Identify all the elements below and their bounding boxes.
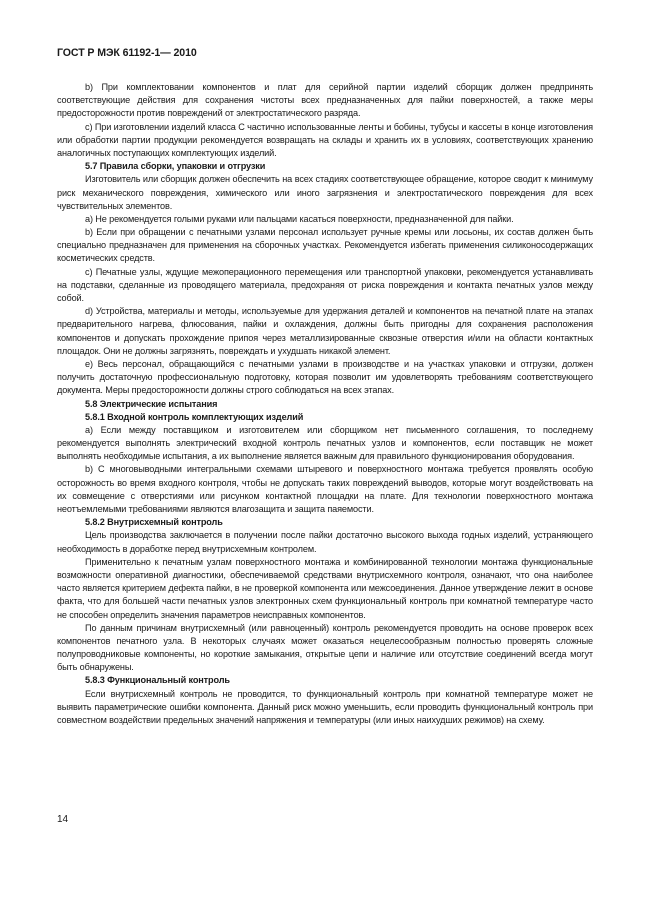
body-paragraph: a) Если между поставщиком и изготовителем или сборщиком нет письменного соглашения, то последнему рекомендуется выполнять электрический входной контроль печатных узлов и компонентов, если поставщик не может выполнять необходимые испытания, а их выполнение является важным для правильного функционирования оборудования. <box>57 424 593 462</box>
section-heading: 5.8 Электрические испытания <box>85 398 218 409</box>
page-number: 14 <box>57 814 69 825</box>
body-paragraph: b) С многовыводными интегральными схемами штыревого и поверхностного монтажа требуется проявлять особую осторожность во время входного контроля, чтобы не допускать таких повреждений выводов, которые могут воздействовать на их совмещение с отверстиями или рисунком контактной площадки на плате. Для технологии поверхностного монтажа неотъемлемыми требованиями являются влагозащита и защита паяемости. <box>57 464 593 514</box>
body-paragraph: Если внутрисхемный контроль не проводится, то функциональный контроль при комнатной температуре может не выявить параметрические ошибки компонента. Данный риск можно уменьшить, если проводить функциональный контроль при совместном воздействии предельных значений напряжения и температуры (или иных наихудших режимов) на схему. <box>57 688 593 725</box>
section-heading: 5.7 Правила сборки, упаковки и отгрузки <box>85 161 266 172</box>
standard-header: ГОСТ Р МЭК 61192-1— 2010 <box>57 47 197 59</box>
section-heading: 5.8.2 Внутрисхемный контроль <box>85 517 223 528</box>
body-paragraph: По данным причинам внутрисхемный (или равноценный) контроль рекомендуется проводить на основе проверок всех компонентов печатного узла. В некоторых случаях может оказаться нецелесообразным полностью проверять сложные полупроводниковые компоненты, но короткие замыкания, открытые цепи и наличие или отсутствие соединений всегда могут быть обнаружены. <box>57 622 593 673</box>
body-paragraph: Применительно к печатным узлам поверхностного монтажа и комбинированной технологии монтажа функциональные возможности оперативной диагностики, обеспечиваемой средствами внутрисхемного контроля, означают, что она наиболее часто является критерием дефекта пайки, в не проверкой компонента или межсоединения. Данное утверждение лежит в основе факта, что для большей части печатных узлов электронных схем функциональный контроль при комнатной температуре часто не способен определить значения параметров неисправных компонентов. <box>57 556 593 620</box>
body-paragraph: Цель производства заключается в получении после пайки достаточно высокого выхода годных изделий, устраняющего необходимость в доработке перед внутрисхемным контролем. <box>57 530 593 554</box>
body-paragraph: e) Весь персонал, обращающийся с печатными узлами в производстве и на участках упаковки и отгрузки, должен получить достаточную профессиональную подготовку, которая позволит им удовлетворять требованиям соответствующего документа. Меры предосторожности должны строго соблюдаться на всех этапах. <box>57 358 593 396</box>
body-paragraph: c) При изготовлении изделий класса С частично использованные ленты и бобины, тубусы и кассеты в конце изготовления или обработки партии продукции рекомендуется возвращать на склады и хранить их в условиях, соответствующих хранению аналогичных поступающих комплектующих изделий. <box>57 121 593 158</box>
body-paragraph: a) Не рекомендуется голыми руками или пальцами касаться поверхности, предназначенной для пайки. <box>85 213 514 224</box>
body-paragraph: Изготовитель или сборщик должен обеспечить на всех стадиях соответствующее обращение, которое сводит к минимуму риск механического повреждения, химического или иного загрязнения и электростатического повреждения для всех чувствительных элементов. <box>57 174 593 211</box>
body-paragraph: b) При комплектовании компонентов и плат для серийной партии изделий сборщик должен предпринять соответствующие действия для сохранения чистоты всех предназначенных для пайки поверхностей, а также меры предосторожности против повреждений от электростатического разряда. <box>57 82 593 119</box>
body-paragraph: c) Печатные узлы, ждущие межоперационного перемещения или транспортной упаковки, рекомендуется устанавливать на подставки, сделанные из проводящего материала, предохраняя от риска повреждения и контакта печатных узлов между собой. <box>57 266 593 303</box>
section-heading: 5.8.1 Входной контроль комплектующих изделий <box>85 411 304 422</box>
document-body <box>57 81 593 727</box>
body-paragraph: d) Устройства, материалы и методы, используемые для удержания деталей и компонентов на печатной плате на этапах предварительного нагрева, флюсования, пайки и охлаждения, должны быть пригодны для сохранения расположения компонентов и допускать прохождение припоя через металлизированные сквозные отверстия и/или на области контактных площадок. Они не должны загрязнять, повреждать и ухудшать никакой элемент. <box>57 306 593 356</box>
body-paragraph: b) Если при обращении с печатными узлами персонал использует ручные кремы или лосьоны, их состав должен быть специально предназначен для применения на сборочных участках. Рекомендуется избегать применения силиконосодержащих косметических средств. <box>57 227 593 264</box>
section-heading: 5.8.3 Функциональный контроль <box>85 675 230 686</box>
